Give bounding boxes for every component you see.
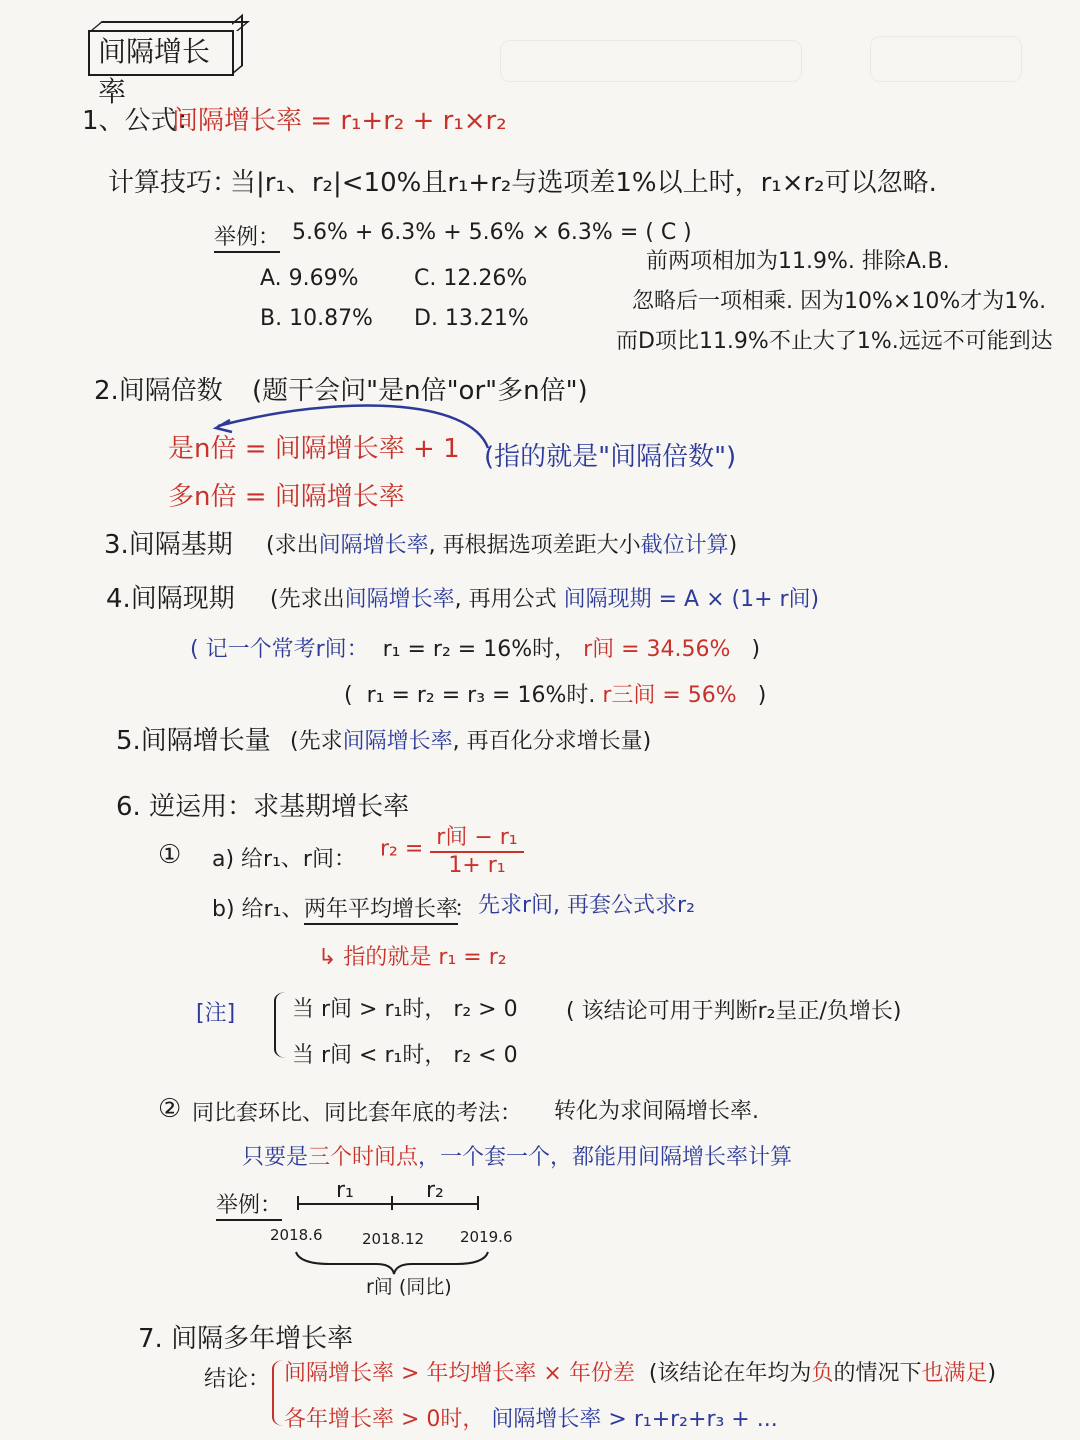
section-5-heading: 5.间隔增长量 xyxy=(116,726,271,756)
interval-multiple-pointer: (指的就是"间隔倍数") xyxy=(484,442,737,472)
timeline-r2: r₂ xyxy=(426,1178,444,1203)
memo-line-1 xyxy=(190,632,760,663)
tip-text: 当|r₁、r₂|<10%且r₁+r₂与选项差1%以上时，r₁×r₂可以忽略. xyxy=(230,168,937,198)
note-text: , 再根据选项差距大小 xyxy=(428,533,641,558)
conclusion-highlight: 负 xyxy=(811,1361,834,1386)
memo-value: r三间 = 56% xyxy=(602,683,737,708)
example-expression: 5.6% + 6.3% + 5.6% × 6.3% = ( C ) xyxy=(292,220,692,245)
memo-open: ( xyxy=(344,683,353,708)
memo-line-2 xyxy=(344,678,766,709)
tip-label: 计算技巧： xyxy=(108,168,239,198)
section-4-note xyxy=(270,582,819,613)
section-3-heading: 3.间隔基期 xyxy=(104,530,233,560)
note-text: (先求 xyxy=(290,729,343,754)
timeline-span-brace xyxy=(296,1252,488,1274)
note-text: (求出 xyxy=(266,533,319,558)
side-note-2: 忽略后一项相乘. 因为10%×10%才为1%. xyxy=(632,289,1047,314)
conclusion-note: ) xyxy=(987,1361,997,1386)
condition-positive: 当 r间 > r₁时， r₂ > 0 xyxy=(292,997,518,1022)
condition-brace xyxy=(274,992,286,1058)
note-highlight: 截位计算 xyxy=(640,533,729,558)
r2-formula xyxy=(380,820,524,878)
more-n-times-formula: 多n倍 = 间隔增长率 xyxy=(168,482,405,512)
note-highlight: 间隔增长率 xyxy=(342,729,453,754)
note-highlight: 间隔增长率 xyxy=(318,533,429,558)
side-note-3: 而D项比11.9%不止大了1%.远远不可能到达 xyxy=(616,329,1053,354)
timeline-span-label: r间 (同比) xyxy=(366,1276,452,1298)
section-6-heading: 6. 逆运用：求基期增长率 xyxy=(116,792,410,822)
formula-numerator: r间 − r₁ xyxy=(430,820,523,853)
case-a-label: a) 给r₁、r间： xyxy=(212,847,356,872)
timeline-date-3: 2019.6 xyxy=(460,1228,513,1246)
formula-fraction xyxy=(430,820,523,878)
yoy-method-result: 转化为求间隔增长率. xyxy=(554,1099,759,1124)
note-text: 只要是 xyxy=(242,1145,309,1170)
circle-number-2: ② xyxy=(158,1094,182,1124)
memo-condition: r₁ = r₂ = 16%时， xyxy=(382,637,577,662)
page-title: 间隔增长率 xyxy=(88,30,234,76)
section-3-note xyxy=(266,528,737,559)
bleed-through-mark xyxy=(870,36,1022,82)
timeline-date-1: 2018.6 xyxy=(270,1226,323,1244)
condition-negative: 当 r间 < r₁时， r₂ < 0 xyxy=(292,1043,518,1068)
circle-number-1: ① xyxy=(158,840,182,870)
side-note-1: 前两项相加为11.9%. 排除A.B. xyxy=(646,249,950,274)
section-2-heading: 2.间隔倍数 xyxy=(94,376,223,406)
option-a: A. 9.69% xyxy=(260,266,359,291)
note-text: , 再用公式 xyxy=(454,587,557,612)
conclusion-formula: 间隔增长率 > r₁+r₂+r₃ + ... xyxy=(491,1407,778,1432)
yoy-method-text: 同比套环比、同比套年底的考法： xyxy=(192,1101,523,1126)
interval-growth-formula: 间隔增长率 = r₁+r₂ + r₁×r₂ xyxy=(172,106,507,136)
case-b-colon: ： xyxy=(454,897,477,922)
note-text: (先求出 xyxy=(270,587,345,612)
section-7-heading: 7. 间隔多年增长率 xyxy=(138,1324,354,1354)
timeline-date-2: 2018.12 xyxy=(362,1230,425,1248)
memo-close: ) xyxy=(751,637,761,662)
formula-lhs: r₂ = xyxy=(380,836,424,862)
memo-value: r间 = 34.56% xyxy=(583,637,731,662)
option-c: C. 12.26% xyxy=(414,266,528,291)
conclusion-condition: 各年增长率 > 0时， xyxy=(284,1407,485,1432)
note-highlight: 间隔增长率 xyxy=(344,587,455,612)
memo-close: ) xyxy=(757,683,767,708)
yoy-method-note xyxy=(242,1140,792,1171)
note-tag: [注] xyxy=(196,1001,236,1026)
memo-condition: r₁ = r₂ = r₃ = 16%时. xyxy=(366,683,596,708)
section-5-note xyxy=(290,724,651,755)
conclusion-note: 的情况下 xyxy=(833,1361,922,1386)
formula-denominator: 1+ r₁ xyxy=(448,853,506,878)
timeline-example-label: 举例： xyxy=(216,1188,282,1221)
bleed-through-mark xyxy=(500,40,802,82)
conclusion-formula: 间隔增长率 > 年均增长率 × 年份差 xyxy=(284,1361,635,1386)
conclusion-highlight: 也满足 xyxy=(921,1361,988,1386)
memo-label: ( 记一个常考r间： xyxy=(190,637,369,662)
condition-note: ( 该结论可用于判断r₂呈正/负增长) xyxy=(566,999,902,1024)
example-label: 举例： xyxy=(214,220,280,253)
note-highlight: 三个时间点 xyxy=(308,1145,419,1170)
conclusion-line-1 xyxy=(284,1356,996,1387)
case-b-pointer: ↳ 指的就是 r₁ = r₂ xyxy=(318,945,507,970)
two-year-average-term: 两年平均增长率 xyxy=(304,892,458,925)
note-text: , 再百化分求增长量) xyxy=(452,729,652,754)
section-2-note: (题干会问"是n倍"or"多n倍") xyxy=(252,376,588,406)
conclusion-label: 结论： xyxy=(204,1367,271,1392)
conclusion-line-2 xyxy=(284,1402,778,1433)
option-b: B. 10.87% xyxy=(260,306,373,331)
timeline-r1: r₁ xyxy=(336,1178,354,1203)
conclusion-note: (该结论在年均为 xyxy=(648,1361,812,1386)
note-text: ) xyxy=(728,533,738,558)
conclusion-brace xyxy=(272,1360,284,1426)
case-b-note: 先求r间, 再套公式求r₂ xyxy=(478,893,695,918)
case-b-label: b) 给r₁、 xyxy=(212,897,304,922)
option-d: D. 13.21% xyxy=(414,306,529,331)
section-4-heading: 4.间隔现期 xyxy=(106,584,235,614)
current-period-formula: 间隔现期 = A × (1+ r间) xyxy=(563,587,820,612)
times-n-formula: 是n倍 = 间隔增长率 + 1 xyxy=(168,434,460,464)
section-1-heading: 1、公式： xyxy=(82,106,203,136)
note-text: ，一个套一个，都能用间隔增长率计算 xyxy=(418,1145,793,1170)
